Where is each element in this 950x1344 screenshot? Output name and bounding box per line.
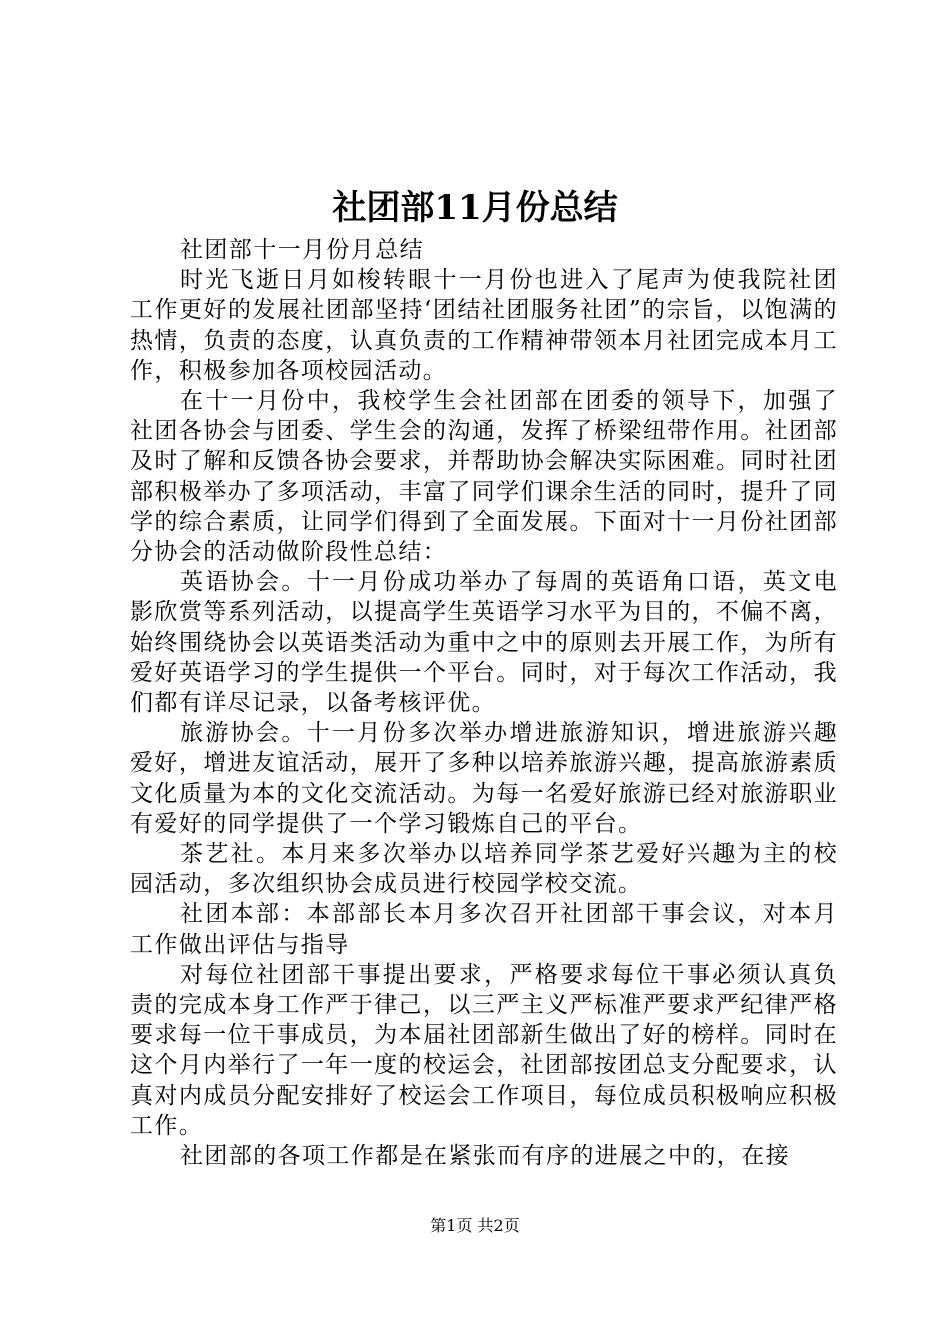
paragraph-travel-club: 旅游协会。十一月份多次举办增进旅游知识，增进旅游兴趣爱好，增进友谊活动，展开了多种以培养旅游兴趣，提高旅游素质文化质量为本的文化交流活动。为每一名爱好旅游已经对旅游职业有爱好的同学提供了一个学习锻炼自己的平台。 [130, 720, 838, 837]
paragraph-tea-club: 茶艺社。本月来多次举办以培养同学茶艺爱好兴趣为主的校园活动，多次组织协会成员进行校园学校交流。 [130, 841, 838, 898]
paragraph-staff-requirements: 对每位社团部干事提出要求，严格要求每位干事必须认真负责的完成本身工作严于律己，以三严主义严标准严要求严纪律严格要求每一位干事成员，为本届社团部新生做出了好的榜样。同时在这个月内举行了一年一度的校运会，社团部按团总支分配要求，认真对内成员分配安排好了校运会工作项目，每位成员积极响应积极工作。 [130, 961, 838, 1139]
document-body [130, 235, 838, 1171]
paragraph-english-club: 英语协会。十一月份成功举办了每周的英语角口语，英文电影欣赏等系列活动，以提高学生英语学习水平为目的，不偏不离，始终围绕协会以英语类活动为重中之中的原则去开展工作，为所有爱好英语学习的学生提供一个平台。同时，对于每次工作活动，我们都有详尽记录，以备考核评优。 [130, 569, 838, 717]
paragraph-closing: 社团部的各项工作都是在紧张而有序的进展之中的，在接 [180, 1143, 790, 1170]
document-title: 社团部11月份总结 [332, 188, 618, 228]
paragraph-subtitle: 社团部十一月份月总结 [180, 237, 424, 263]
page-footer: 第1页 共2页 [430, 1216, 520, 1235]
paragraph-headquarters: 社团本部：本部部长本月多次召开社团部干事会议，对本月工作做出评估与指导 [130, 901, 838, 958]
paragraph-overview: 在十一月份中，我校学生会社团部在团委的领导下，加强了社团各协会与团委、学生会的沟通，发挥了桥梁纽带作用。社团部及时了解和反馈各协会要求，并帮助协会解决实际困难。同时社团部积极举办了多项活动，丰富了同学们课余生活的同时，提升了同学的综合素质，让同学们得到了全面发展。下面对十一月份社团部分协会的活动做阶段性总结： [130, 388, 838, 566]
paragraph-intro: 时光飞逝日月如梭转眼十一月份也进入了尾声为使我院社团工作更好的发展社团部坚持‘团结社团服务社团”的宗旨，以饱满的热情，负责的态度，认真负责的工作精神带领本月社团完成本月工作，积极参加各项校园活动。 [130, 267, 838, 384]
